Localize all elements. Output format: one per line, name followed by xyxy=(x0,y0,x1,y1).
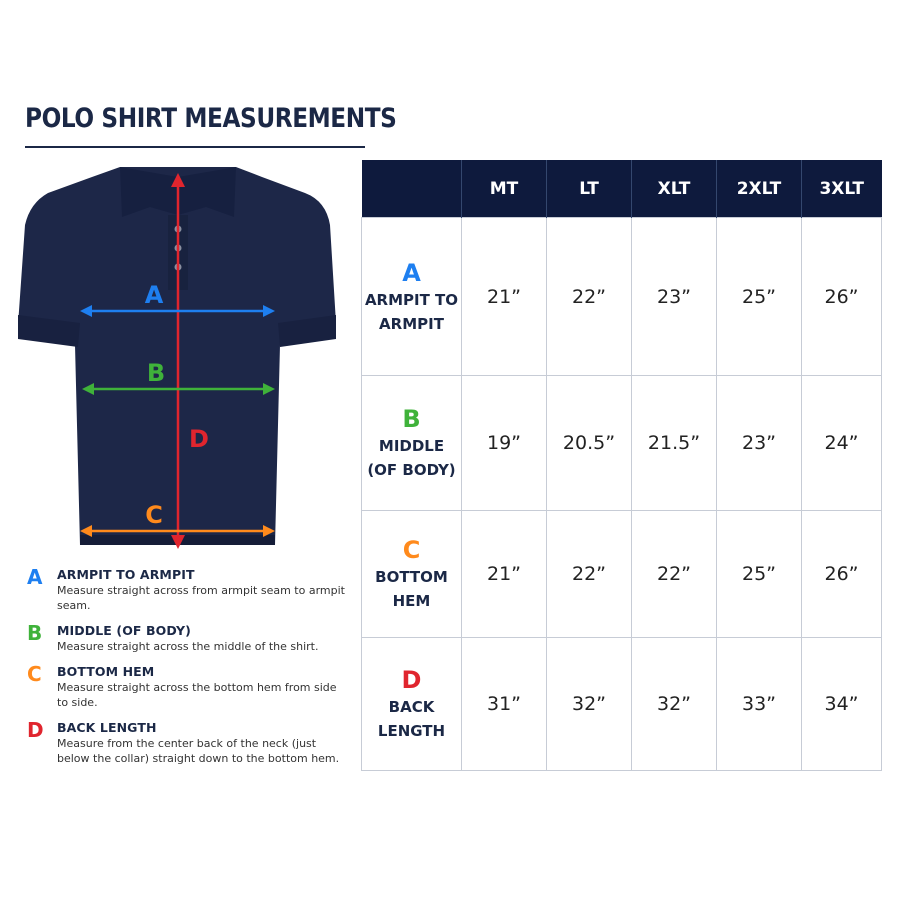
legend-desc-c: Measure straight across the bottom hem from side to side. xyxy=(57,681,337,709)
row-header xyxy=(362,218,462,376)
row-header xyxy=(362,376,462,511)
table-cell: 21” xyxy=(462,218,547,376)
legend-item-b xyxy=(25,622,345,654)
row-label: BACK LENGTH xyxy=(377,698,446,740)
row-header xyxy=(362,511,462,638)
table-cell: 25” xyxy=(717,511,802,638)
table-row xyxy=(362,218,882,376)
shirt-diagram xyxy=(0,155,350,555)
table-cell: 34” xyxy=(802,638,882,771)
table-cell: 24” xyxy=(802,376,882,511)
row-header xyxy=(362,638,462,771)
legend-letter-d: D xyxy=(27,718,44,742)
diagram-label-c: C xyxy=(145,501,163,529)
table-cell: 23” xyxy=(632,218,717,376)
measurement-legend xyxy=(25,566,345,766)
table-cell: 23” xyxy=(717,376,802,511)
legend-letter-b: B xyxy=(27,621,43,645)
header-size: MT xyxy=(462,160,547,218)
row-label: ARMPIT TO ARMPIT xyxy=(364,290,459,333)
table-cell: 20.5” xyxy=(547,376,632,511)
table-cell: 21.5” xyxy=(632,376,717,511)
legend-name-b: MIDDLE (OF BODY) xyxy=(57,623,191,638)
legend-item-c xyxy=(25,663,345,710)
legend-name-d: BACK LENGTH xyxy=(57,720,157,735)
diagram-label-b: B xyxy=(146,359,166,387)
page-title: POLO SHIRT MEASUREMENTS xyxy=(25,103,397,134)
legend-letter-c: C xyxy=(27,662,42,686)
row-label: MIDDLE (OF BODY) xyxy=(367,437,456,479)
legend-item-d xyxy=(25,719,345,766)
table-cell: 25” xyxy=(717,218,802,376)
legend-name-a: ARMPIT TO ARMPIT xyxy=(57,567,195,582)
header-size: XLT xyxy=(632,160,717,218)
table-cell: 32” xyxy=(547,638,632,771)
row-letter: C xyxy=(402,536,421,564)
diagram-label-d: D xyxy=(189,425,209,453)
table-cell: 19” xyxy=(462,376,547,511)
row-letter: B xyxy=(402,405,421,433)
legend-letter-a: A xyxy=(27,565,43,589)
table-header-row xyxy=(362,160,882,218)
header-size: 2XLT xyxy=(717,160,802,218)
table-cell: 22” xyxy=(632,511,717,638)
shirt-illustration xyxy=(0,155,350,555)
table-row xyxy=(362,376,882,511)
table-cell: 31” xyxy=(462,638,547,771)
legend-name-c: BOTTOM HEM xyxy=(57,664,155,679)
header-corner xyxy=(362,160,462,218)
size-chart-table xyxy=(361,160,882,771)
table-cell: 33” xyxy=(717,638,802,771)
row-label: BOTTOM HEM xyxy=(375,568,448,610)
table-cell: 21” xyxy=(462,511,547,638)
legend-item-a xyxy=(25,566,345,613)
table-cell: 26” xyxy=(802,218,882,376)
header-size: LT xyxy=(547,160,632,218)
table-row xyxy=(362,511,882,638)
row-letter: D xyxy=(401,666,422,694)
diagram-label-a: A xyxy=(144,281,164,309)
table-row xyxy=(362,638,882,771)
table-cell: 26” xyxy=(802,511,882,638)
table-cell: 22” xyxy=(547,218,632,376)
table-cell: 32” xyxy=(632,638,717,771)
row-letter: A xyxy=(402,258,421,287)
legend-desc-b: Measure straight across the middle of the shirt. xyxy=(57,640,319,653)
legend-desc-d: Measure from the center back of the neck (just below the collar) straight down to the bottom hem. xyxy=(57,737,340,765)
title-divider xyxy=(25,146,365,148)
header-size: 3XLT xyxy=(802,160,882,218)
table-cell: 22” xyxy=(547,511,632,638)
legend-desc-a: Measure straight across from armpit seam to armpit seam. xyxy=(57,584,345,612)
